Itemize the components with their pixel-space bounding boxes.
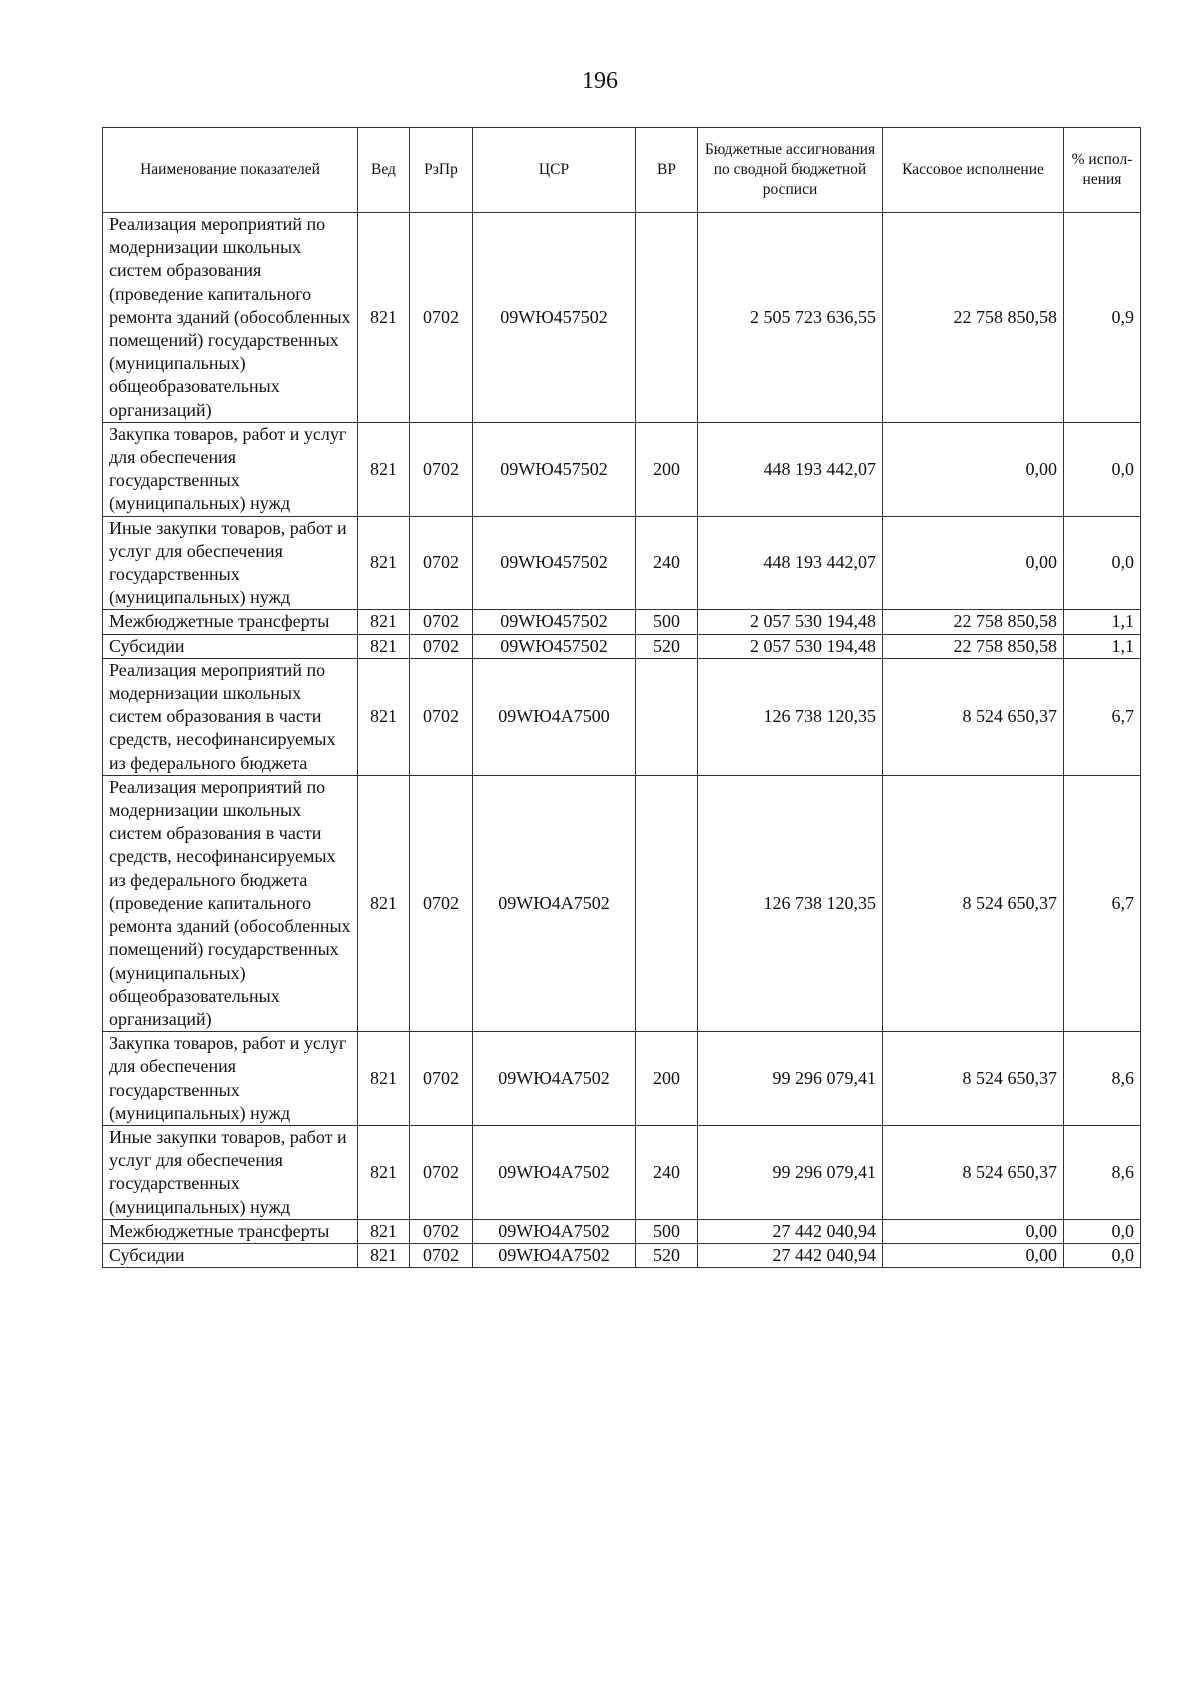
- table-row: [103, 422, 1141, 516]
- ved-code: 821: [358, 422, 410, 516]
- header-budget: Бюджетные ассигнования по сводной бюджетной росписи: [698, 128, 883, 213]
- ved-code: 821: [358, 634, 410, 658]
- table-row: [103, 516, 1141, 610]
- vr-code: [636, 658, 698, 775]
- cash-execution: 8 524 650,37: [883, 1125, 1064, 1219]
- header-name: Наименование показателей: [103, 128, 358, 213]
- ved-code: 821: [358, 1032, 410, 1126]
- execution-percent: 8,6: [1064, 1032, 1141, 1126]
- budget-amount: 99 296 079,41: [698, 1125, 883, 1219]
- ved-code: 821: [358, 658, 410, 775]
- execution-percent: 6,7: [1064, 658, 1141, 775]
- csr-code: 09WЮ4A7502: [473, 775, 636, 1031]
- ved-code: 821: [358, 516, 410, 610]
- csr-code: 09WЮ457502: [473, 213, 636, 423]
- rzpr-code: 0702: [410, 634, 473, 658]
- vr-code: 240: [636, 1125, 698, 1219]
- rzpr-code: 0702: [410, 610, 473, 634]
- cash-execution: 0,00: [883, 1219, 1064, 1243]
- table-row: [103, 213, 1141, 423]
- rzpr-code: 0702: [410, 775, 473, 1031]
- header-ved: Вед: [358, 128, 410, 213]
- indicator-name: Иные закупки товаров, работ и услуг для обеспечения государственных (муниципальных) нужд: [103, 1125, 358, 1219]
- execution-percent: 0,9: [1064, 213, 1141, 423]
- table-row: [103, 1032, 1141, 1126]
- header-percent: % испол-нения: [1064, 128, 1141, 213]
- page-number: 196: [582, 68, 618, 94]
- table-header-row: [103, 128, 1141, 213]
- vr-code: 520: [636, 1243, 698, 1267]
- cash-execution: 0,00: [883, 516, 1064, 610]
- header-rzpr: РзПр: [410, 128, 473, 213]
- indicator-name: Закупка товаров, работ и услуг для обеспечения государственных (муниципальных) нужд: [103, 1032, 358, 1126]
- indicator-name: Межбюджетные трансферты: [103, 610, 358, 634]
- rzpr-code: 0702: [410, 516, 473, 610]
- budget-amount: 126 738 120,35: [698, 658, 883, 775]
- cash-execution: 22 758 850,58: [883, 634, 1064, 658]
- budget-amount: 99 296 079,41: [698, 1032, 883, 1126]
- cash-execution: 22 758 850,58: [883, 213, 1064, 423]
- table-row: [103, 1243, 1141, 1267]
- budget-amount: 126 738 120,35: [698, 775, 883, 1031]
- indicator-name: Реализация мероприятий по модернизации школьных систем образования в части средств, несофинансируемых из федерального бюджета: [103, 658, 358, 775]
- csr-code: 09WЮ4A7502: [473, 1032, 636, 1126]
- execution-percent: 0,0: [1064, 422, 1141, 516]
- cash-execution: 8 524 650,37: [883, 658, 1064, 775]
- execution-percent: 6,7: [1064, 775, 1141, 1031]
- budget-amount: 27 442 040,94: [698, 1243, 883, 1267]
- indicator-name: Реализация мероприятий по модернизации школьных систем образования (проведение капитального ремонта зданий (обособленных помещений) государственных (муниципальных) общеобразовательных организаций): [103, 213, 358, 423]
- budget-amount: 448 193 442,07: [698, 422, 883, 516]
- ved-code: 821: [358, 213, 410, 423]
- rzpr-code: 0702: [410, 213, 473, 423]
- csr-code: 09WЮ4A7502: [473, 1125, 636, 1219]
- execution-percent: 1,1: [1064, 610, 1141, 634]
- vr-code: 500: [636, 1219, 698, 1243]
- execution-percent: 8,6: [1064, 1125, 1141, 1219]
- execution-percent: 0,0: [1064, 1243, 1141, 1267]
- csr-code: 09WЮ457502: [473, 610, 636, 634]
- cash-execution: 0,00: [883, 422, 1064, 516]
- indicator-name: Закупка товаров, работ и услуг для обеспечения государственных (муниципальных) нужд: [103, 422, 358, 516]
- ved-code: 821: [358, 610, 410, 634]
- ved-code: 821: [358, 1219, 410, 1243]
- ved-code: 821: [358, 1243, 410, 1267]
- rzpr-code: 0702: [410, 1125, 473, 1219]
- table-row: [103, 1219, 1141, 1243]
- vr-code: [636, 775, 698, 1031]
- rzpr-code: 0702: [410, 1219, 473, 1243]
- header-cash: Кассовое исполнение: [883, 128, 1064, 213]
- ved-code: 821: [358, 1125, 410, 1219]
- csr-code: 09WЮ4A7502: [473, 1243, 636, 1267]
- table-row: [103, 1125, 1141, 1219]
- indicator-name: Субсидии: [103, 634, 358, 658]
- csr-code: 09WЮ457502: [473, 634, 636, 658]
- table-row: [103, 634, 1141, 658]
- header-vr: ВР: [636, 128, 698, 213]
- csr-code: 09WЮ457502: [473, 516, 636, 610]
- rzpr-code: 0702: [410, 1243, 473, 1267]
- vr-code: 200: [636, 1032, 698, 1126]
- indicator-name: Реализация мероприятий по модернизации школьных систем образования в части средств, несофинансируемых из федерального бюджета (проведение капитального ремонта зданий (обособленных помещений) государственных (муниципальных) общеобразовательных организаций): [103, 775, 358, 1031]
- cash-execution: 8 524 650,37: [883, 775, 1064, 1031]
- budget-amount: 2 505 723 636,55: [698, 213, 883, 423]
- table-row: [103, 610, 1141, 634]
- table-row: [103, 775, 1141, 1031]
- vr-code: 500: [636, 610, 698, 634]
- cash-execution: 0,00: [883, 1243, 1064, 1267]
- budget-execution-table: [102, 127, 1141, 1268]
- ved-code: 821: [358, 775, 410, 1031]
- budget-amount: 448 193 442,07: [698, 516, 883, 610]
- vr-code: 520: [636, 634, 698, 658]
- indicator-name: Межбюджетные трансферты: [103, 1219, 358, 1243]
- cash-execution: 22 758 850,58: [883, 610, 1064, 634]
- rzpr-code: 0702: [410, 658, 473, 775]
- execution-percent: 0,0: [1064, 516, 1141, 610]
- budget-amount: 27 442 040,94: [698, 1219, 883, 1243]
- csr-code: 09WЮ4A7500: [473, 658, 636, 775]
- rzpr-code: 0702: [410, 1032, 473, 1126]
- header-csr: ЦСР: [473, 128, 636, 213]
- rzpr-code: 0702: [410, 422, 473, 516]
- vr-code: [636, 213, 698, 423]
- table-row: [103, 658, 1141, 775]
- execution-percent: 1,1: [1064, 634, 1141, 658]
- execution-percent: 0,0: [1064, 1219, 1141, 1243]
- indicator-name: Иные закупки товаров, работ и услуг для обеспечения государственных (муниципальных) нужд: [103, 516, 358, 610]
- indicator-name: Субсидии: [103, 1243, 358, 1267]
- budget-amount: 2 057 530 194,48: [698, 610, 883, 634]
- vr-code: 200: [636, 422, 698, 516]
- csr-code: 09WЮ4A7502: [473, 1219, 636, 1243]
- cash-execution: 8 524 650,37: [883, 1032, 1064, 1126]
- budget-amount: 2 057 530 194,48: [698, 634, 883, 658]
- vr-code: 240: [636, 516, 698, 610]
- csr-code: 09WЮ457502: [473, 422, 636, 516]
